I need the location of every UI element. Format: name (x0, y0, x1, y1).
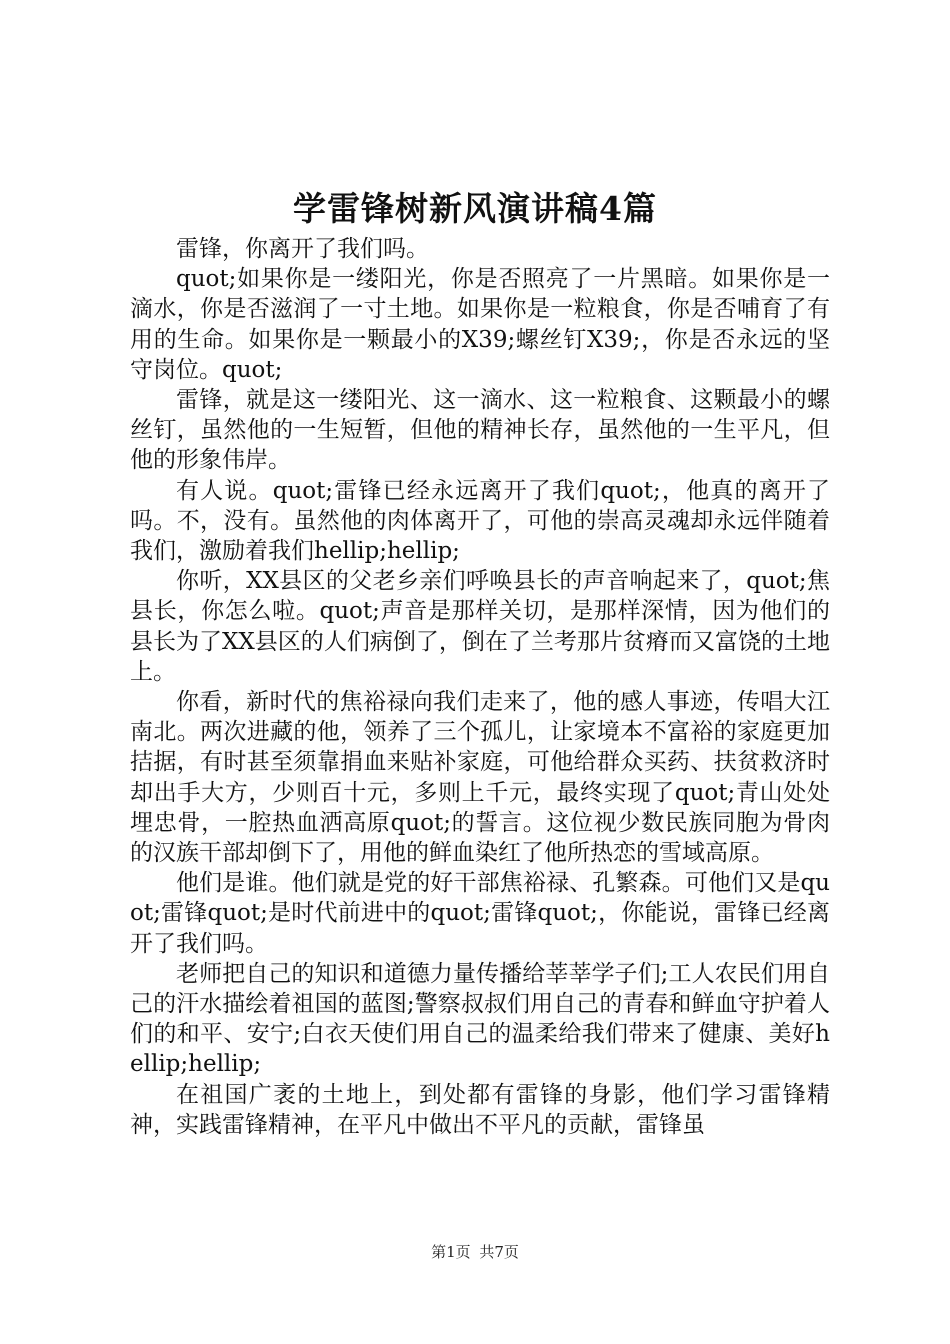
paragraph: 有人说。quot;雷锋已经永远离开了我们quot;，他真的离开了吗。不，没有。虽然他的肉体离开了，可他的崇高灵魂却永远伴随着我们，激励着我们hellip;hellip; (130, 477, 830, 565)
paragraph: 在祖国广袤的土地上，到处都有雷锋的身影，他们学习雷锋精神，实践雷锋精神，在平凡中做出不平凡的贡献，雷锋虽 (130, 1081, 830, 1138)
paragraph: quot;如果你是一缕阳光，你是否照亮了一片黑暗。如果你是一滴水，你是否滋润了一寸土地。如果你是一粒粮食，你是否哺育了有用的生命。如果你是一颗最小的X39;螺丝钉X39;，你是否永远的坚守岗位。quot; (130, 266, 830, 383)
document-title: 学雷锋树新风演讲稿4篇 (293, 189, 657, 228)
page-footer (0, 1242, 950, 1262)
paragraph: 他们是谁。他们就是党的好干部焦裕禄、孔繁森。可他们又是quot;雷锋quot;是时代前进中的quot;雷锋quot;，你能说，雷锋已经离开了我们吗。 (130, 870, 830, 957)
paragraph: 雷锋，就是这一缕阳光、这一滴水、这一粒粮食、这颗最小的螺丝钉，虽然他的一生短暂，但他的精神长存，虽然他的一生平凡，但他的形象伟岸。 (130, 387, 830, 474)
paragraph: 你看，新时代的焦裕禄向我们走来了，他的感人事迹，传唱大江南北。两次进藏的他，领养了三个孤儿，让家境本不富裕的家庭更加拮据，有时甚至须靠捐血来贴补家庭，可他给群众买药、扶贫救济时却出手大方，少则百十元，多则上千元，最终实现了quot;青山处处埋忠骨，一腔热血洒高原quot;的誓言。这位视少数民族同胞为骨肉的汉族干部却倒下了，用他的鲜血染红了他所热恋的雪域高原。 (130, 689, 830, 867)
paragraph: 雷锋，你离开了我们吗。 (176, 236, 429, 262)
document-body (130, 234, 830, 1140)
paragraph: 老师把自己的知识和道德力量传播给莘莘学子们;工人农民们用自己的汗水描绘着祖国的蓝图;警察叔叔们用自己的青春和鲜血守护着人们的和平、安宁;白衣天使们用自己的温柔给我们带来了健康、美好hellip;hellip; (130, 960, 830, 1078)
page-total: 共7页 (479, 1243, 519, 1261)
page-number: 第1页 (431, 1243, 471, 1261)
paragraph: 你听，XX县区的父老乡亲们呼唤县长的声音响起来了，quot;焦县长，你怎么啦。quot;声音是那样关切，是那样深情，因为他们的县长为了XX县区的人们病倒了，倒在了兰考那片贫瘠而又富饶的土地上。 (130, 568, 830, 685)
